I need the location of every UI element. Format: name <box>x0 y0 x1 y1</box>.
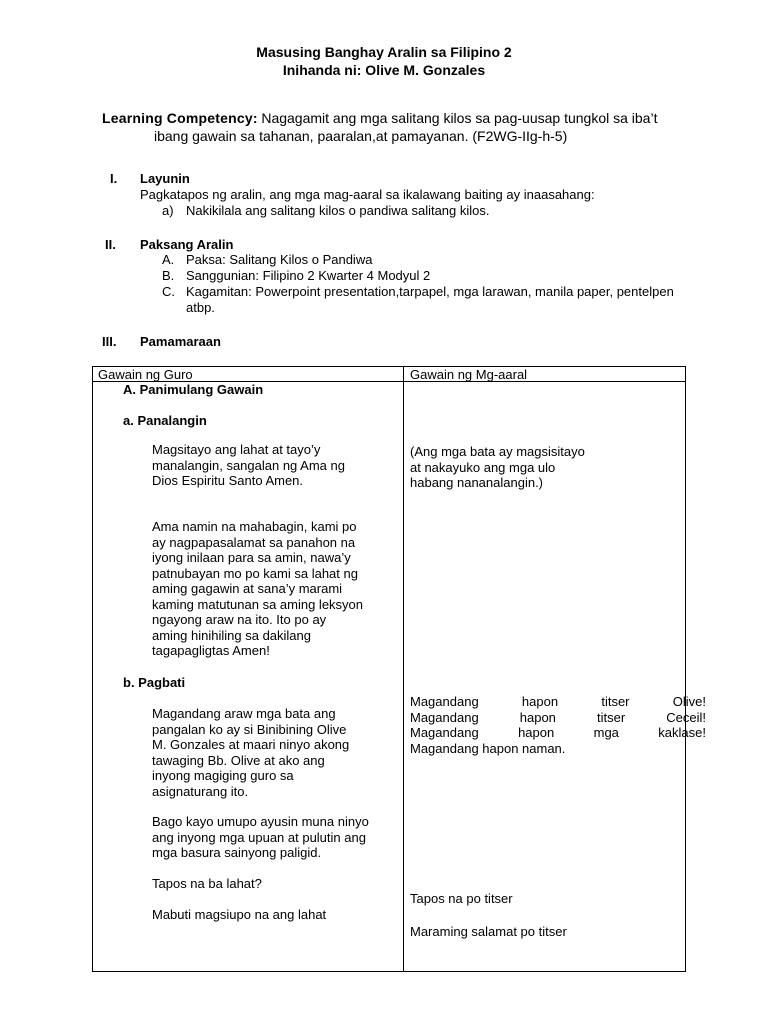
text-line: Magandang araw mga bata ang <box>152 706 336 721</box>
list-item <box>162 284 674 300</box>
subheading-pagbati: b. Pagbati <box>123 675 186 690</box>
teacher-sit-down: Mabuti magsiupo na ang lahat <box>152 907 327 922</box>
list-item-text: Paksa: Salitang Kilos o Pandiwa <box>186 252 373 267</box>
list-item-text: Nakikilala ang salitang kilos o pandiwa salitang kilos. <box>186 203 490 218</box>
text-line: Dios Espiritu Santo Amen. <box>152 473 304 488</box>
student-done-response: Tapos na po titser <box>410 891 513 906</box>
list-item <box>162 252 674 268</box>
table-header-students: Gawain ng Mg-aaral <box>410 367 528 382</box>
text-line: ay nagpapasalamat sa panahon na <box>152 534 356 550</box>
teacher-ask-done: Tapos na ba lahat? <box>152 876 262 891</box>
document-title: Masusing Banghay Aralin sa Filipino 2 <box>256 44 512 60</box>
competency-line-1 <box>102 110 657 126</box>
section-2-list <box>162 252 674 316</box>
list-marker: C. <box>162 284 175 299</box>
text-line: Magandang hapon titser Olive! <box>410 694 706 709</box>
list-marker: A. <box>162 252 175 267</box>
competency-text-1: Nagagamit ang mga salitang kilos sa pag-uusap tungkol sa iba’t <box>261 110 658 126</box>
teacher-arrange-chairs <box>152 814 369 861</box>
student-prayer-response <box>410 444 585 491</box>
text-line: manalangin, sangalan ng Ama ng <box>152 457 345 473</box>
text-line: at nakayuko ang mga ulo <box>410 459 556 475</box>
text-line: iyong inilaan para sa amin, nawa’y <box>152 550 351 565</box>
text-line: aming hinihiling sa dakilang <box>152 627 311 643</box>
teacher-greeting <box>152 706 349 799</box>
section-1-intro: Pagkatapos ng aralin, ang mga mag-aaral sa ikalawang baiting ay inaasahang: <box>140 187 595 202</box>
section-2-title: Paksang Aralin <box>140 237 234 252</box>
text-line: M. Gonzales at maari ninyo akong <box>152 737 350 752</box>
text-line: (Ang mga bata ay magsisitayo <box>410 444 585 459</box>
competency-text-2: ibang gawain sa tahanan, paaralan,at pamayanan. (F2WG-IIg-h-5) <box>154 128 568 144</box>
text-line: mga basura sainyong paligid. <box>152 845 322 860</box>
text-line: Magandang hapon mga kaklase! <box>410 725 706 740</box>
list-item-text: Sanggunian: Filipino 2 Kwarter 4 Modyul 2 <box>186 268 431 283</box>
text-line: inyong magiging guro sa <box>152 768 294 783</box>
list-item <box>186 300 674 316</box>
list-item-text: atbp. <box>186 300 215 315</box>
section-1-title: Layunin <box>140 171 190 186</box>
student-greeting-response <box>410 694 706 756</box>
text-line: ngayong araw na ito. Ito po ay <box>152 612 327 627</box>
section-3-numeral: III. <box>102 334 117 349</box>
text-line: pangalan ko ay si Binibining Olive <box>152 721 347 737</box>
section-1-list <box>162 203 490 219</box>
part-a-heading: A. Panimulang Gawain <box>123 382 264 397</box>
list-marker: a) <box>162 203 174 218</box>
text-line: aming gagawin at sana’y marami <box>152 581 343 596</box>
text-line: tagapagligtas Amen! <box>152 643 270 658</box>
list-item <box>162 268 674 284</box>
list-marker: B. <box>162 268 175 283</box>
text-line: ang inyong mga upuan at pulutin ang <box>152 829 366 845</box>
list-item <box>162 203 490 219</box>
text-line: kaming matutunan sa aming leksyon <box>152 596 364 612</box>
list-item-text: Kagamitan: Powerpoint presentation,tarpapel, mga larawan, manila paper, pentelpen <box>186 284 674 299</box>
text-line: tawaging Bb. Olive at ako ang <box>152 752 325 768</box>
text-line: Magandang hapon titser Ceceil! <box>410 709 706 725</box>
competency-label: Learning Competency: <box>102 110 258 126</box>
text-line: habang nananalangin.) <box>410 475 544 490</box>
subheading-panalangin: a. Panalangin <box>123 413 207 428</box>
section-3-title: Pamamaraan <box>140 334 221 349</box>
student-thanks-response: Maraming salamat po titser <box>410 924 567 939</box>
text-line: patnubayan mo po kami sa lahat ng <box>152 565 358 581</box>
teacher-prayer-intro <box>152 442 345 489</box>
section-2-numeral: II. <box>105 237 116 252</box>
author-line: Inihanda ni: Olive M. Gonzales <box>282 62 486 78</box>
section-1-numeral: I. <box>110 171 118 186</box>
teacher-prayer <box>152 519 363 659</box>
text-line: Ama namin na mahabagin, kami po <box>152 519 357 534</box>
text-line: Magandang hapon naman. <box>410 740 566 756</box>
text-line: Bago kayo umupo ayusin muna ninyo <box>152 814 369 829</box>
text-line: asignaturang ito. <box>152 783 249 799</box>
table-header-teacher: Gawain ng Guro <box>98 367 193 382</box>
table-column-divider <box>403 366 404 972</box>
text-line: Magsitayo ang lahat at tayo’y <box>152 442 321 457</box>
